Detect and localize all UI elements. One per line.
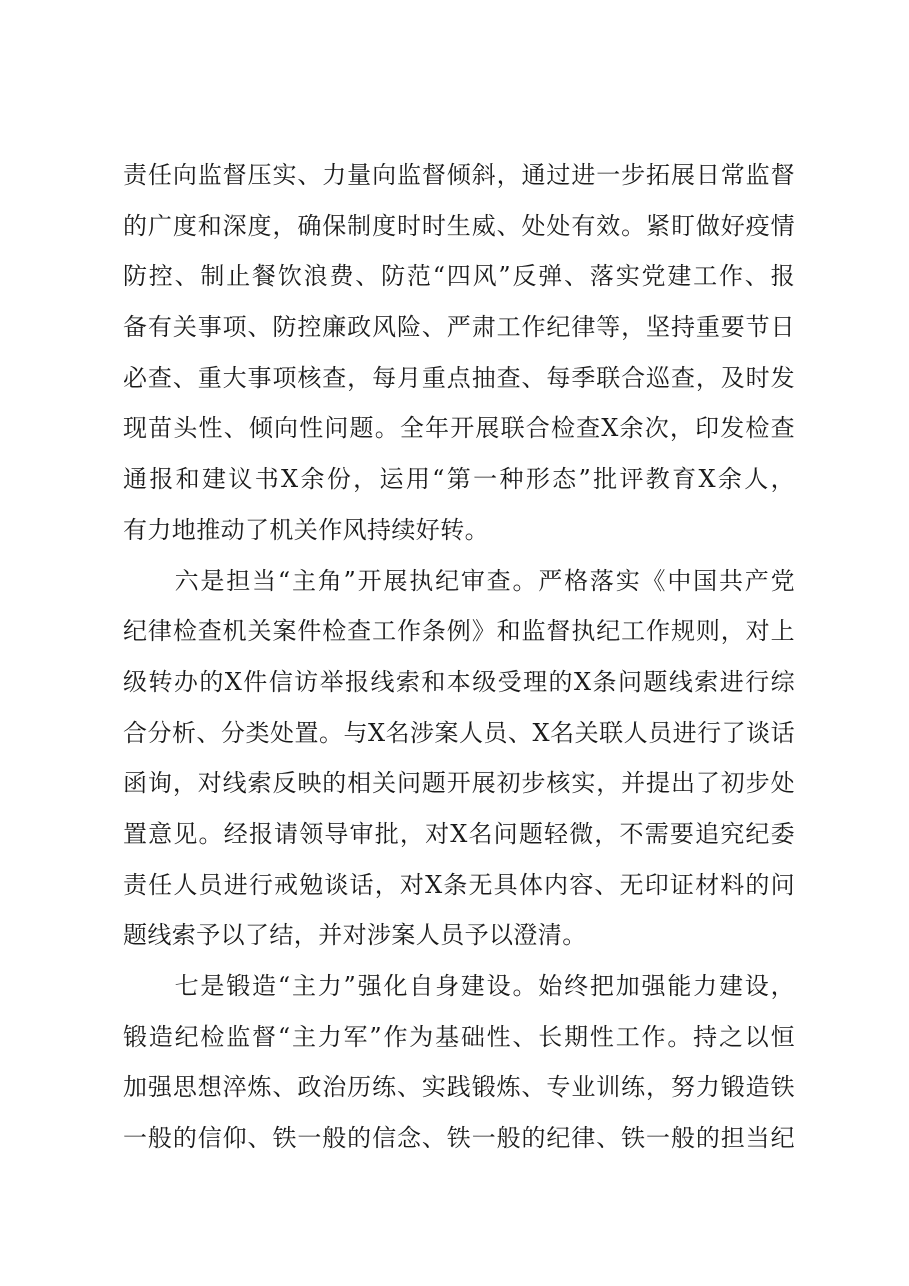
text-line: 置意见。经报请领导审批，对X名问题轻微，不需要追究纪委 — [123, 819, 795, 848]
text-line: 六是担当“主角”开展执纪审查。严格落实《中国共产党 — [123, 566, 795, 595]
text-line: 函询，对线索反映的相关问题开展初步核实，并提出了初步处 — [123, 769, 795, 798]
text-line: 级转办的X件信访举报线索和本级受理的X条问题线索进行综 — [123, 667, 795, 696]
text-line: 必查、重大事项核查，每月重点抽查、每季联合巡查，及时发 — [123, 363, 795, 392]
text-line: 合分析、分类处置。与X名涉案人员、X名关联人员进行了谈话 — [123, 718, 795, 747]
text-line: 责任向监督压实、力量向监督倾斜，通过进一步拓展日常监督 — [123, 161, 795, 189]
text-line: 锻造纪检监督“主力军”作为基础性、长期性工作。持之以恒 — [123, 1022, 795, 1051]
paragraph-seven-self-building — [123, 961, 795, 1164]
text-line: 一般的信仰、铁一般的信念、铁一般的纪律、铁一般的担当纪 — [123, 1124, 795, 1153]
text-line: 的广度和深度，确保制度时时生威、处处有效。紧盯做好疫情 — [123, 211, 795, 240]
text-line: 纪律检查机关案件检查工作条例》和监督执纪工作规则，对上 — [123, 617, 795, 646]
paragraph-six-discipline-review — [123, 556, 795, 962]
text-line: 加强思想淬炼、政治历练、实践锻炼、专业训练，努力锻造铁 — [123, 1073, 795, 1102]
text-line: 七是锻造“主力”强化自身建设。始终把加强能力建设， — [123, 972, 795, 1000]
text-line: 题线索予以了结，并对涉案人员予以澄清。 — [123, 921, 587, 950]
text-line: 防控、制止餐饮浪费、防范“四风”反弹、落实党建工作、报 — [123, 262, 795, 291]
paragraph-supervision — [123, 150, 795, 556]
text-line: 有力地推动了机关作风持续好转。 — [123, 515, 489, 544]
text-line: 现苗头性、倾向性问题。全年开展联合检查X余次，印发检查 — [123, 414, 795, 443]
text-line: 通报和建议书X余份，运用“第一种形态”批评教育X余人， — [123, 465, 795, 494]
text-line: 备有关事项、防控廉政风险、严肃工作纪律等，坚持重要节日 — [123, 313, 795, 342]
document-body — [123, 150, 795, 1164]
text-line: 责任人员进行戒勉谈话，对X条无具体内容、无印证材料的问 — [123, 870, 795, 899]
